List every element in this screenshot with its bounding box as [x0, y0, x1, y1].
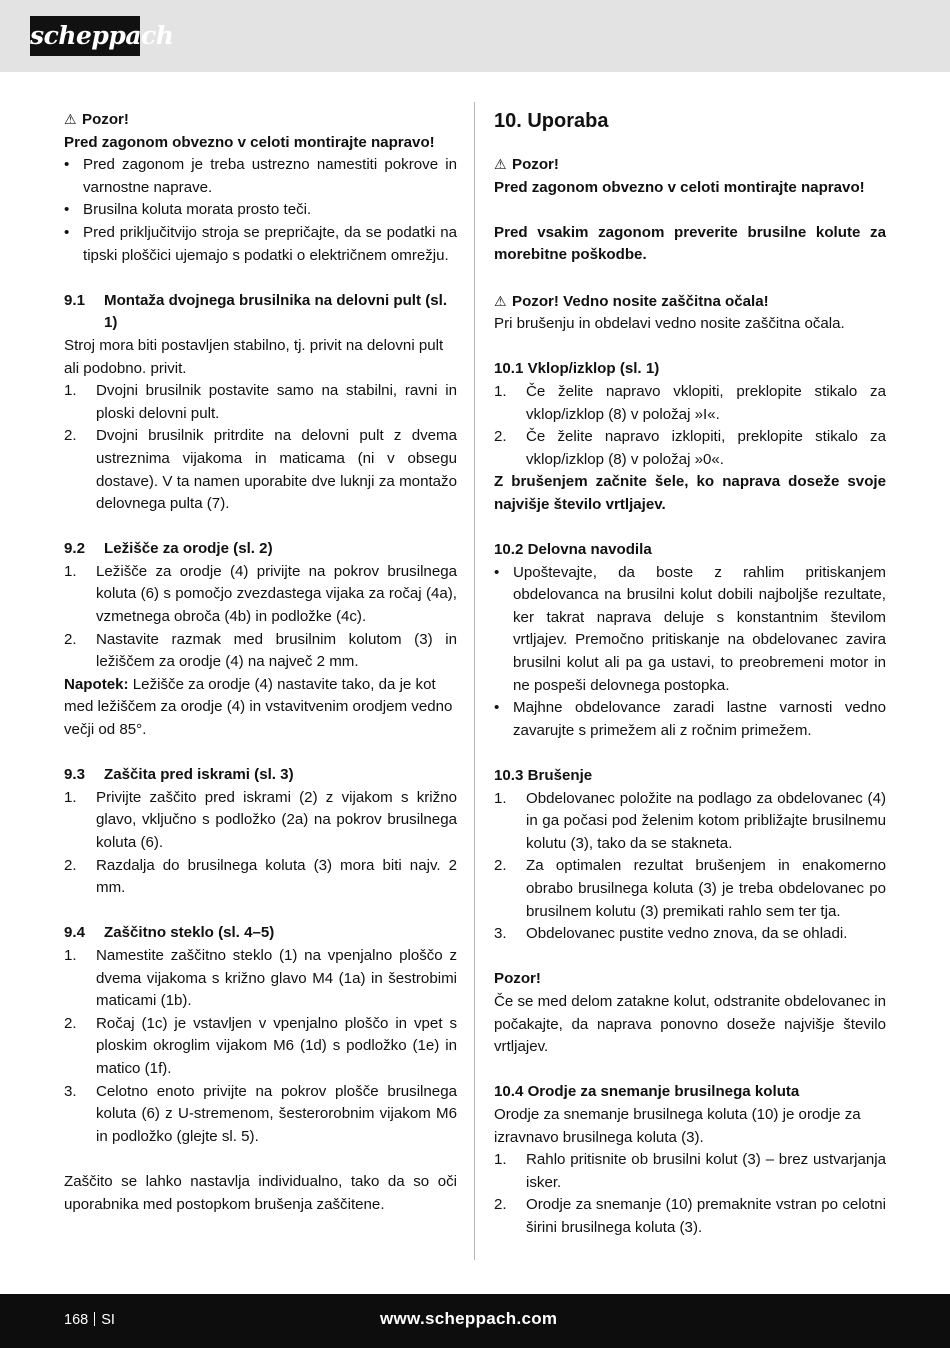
list-item: 1. Če želite napravo vklopiti, preklopite stikalo za vklop/izklop (8) v položaj »I«.	[494, 382, 886, 423]
list-item: 3. Obdelovanec pustite vedno znova, da se ohladi.	[494, 925, 848, 943]
caution-title: Pozor!	[494, 970, 541, 988]
list-item: 1. Dvojni brusilnik postavite samo na stabilni, ravni in ploski delovni pult.	[64, 382, 457, 422]
goggles-text: Pri brušenju in obdelavi vedno nosite zaščitna očala.	[494, 315, 845, 333]
numbered-list	[64, 561, 457, 674]
note-label: Napotek:	[64, 675, 129, 693]
list-item: 2. Orodje za snemanje (10) premaknite vstran po celotni širini brusilnega koluta (3).	[494, 1196, 886, 1236]
list-item: 1. Privijte zaščito pred iskrami (2) z vijakom s križno glavo, vključno s podložko (2a) na pokrov brusilnega koluta (6).	[64, 788, 457, 851]
list-item: 2. Če želite napravo izklopiti, preklopite stikalo za vklop/izklop (8) v položaj »0«.	[494, 428, 886, 468]
numbered-list	[494, 788, 886, 946]
list-item: 1. Rahlo pritisnite ob brusilni kolut (3) – brez ustvarjanja isker.	[494, 1151, 886, 1191]
list-item: 2. Razdalja do brusilnega koluta (3) mora biti najv. 2 mm.	[64, 856, 457, 897]
section-heading-10-3: 10.3 Brušenje	[494, 767, 593, 785]
safety-bullet-list	[64, 154, 457, 267]
list-item: • Pred priključitvijo stroja se prepričajte, da se podatki na tipski ploščici ujemajo s podatki o električnem omrežju.	[64, 223, 457, 264]
warning-title: Pozor!	[82, 111, 129, 128]
list-item: 1. Namestite zaščitno steklo (1) na vpenjalno ploščo z dvema vijakoma s križno glavo M4 (1a) in šestrobimi maticami (1b).	[64, 946, 457, 1010]
scheppach-logo: scheppach	[30, 16, 140, 56]
numbered-list	[64, 380, 457, 516]
warning-text: Pred zagonom obvezno v celoti montirajte napravo!	[494, 178, 865, 196]
numbered-list	[494, 381, 886, 471]
list-item: 2. Nastavite razmak med brusilnim kolutom (3) in ležiščem za orodje (4) na največ 2 mm.	[64, 630, 457, 671]
page-footer	[0, 1294, 950, 1348]
list-item: 2. Ročaj (1c) je vstavljen v vpenjalno ploščo in vpet s ploskim okroglim vijakom M6 (1d) s podložko (1e) in matico (1f).	[64, 1014, 457, 1077]
section-heading-10-2: 10.2 Delovna navodila	[494, 541, 652, 559]
bold-instruction: Z brušenjem začnite šele, ko naprava doseže svoje najvišje število vrtljajev.	[494, 473, 886, 513]
warning-triangle-icon: ⚠	[64, 111, 77, 127]
inspection-text: Pred vsakim zagonom preverite brusilne kolute za morebitne poškodbe.	[494, 223, 886, 264]
list-item: • Upoštevajte, da boste z rahlim pritiskanjem obdelovanca na brusilni kolut dobili najboljše rezultate, ker takrat naprava deluje s konstantnim številom vrtljajev. Premočno pritiskanje na obdelovanec zavira brusilni kolut ali pa ga ustavi, to preobremeni motor in ne pospeši delovnega postopka.	[494, 563, 886, 694]
section-intro: Orodje za snemanje brusilnega koluta (10) je orodje za izravnavo brusilnega koluta (3).	[494, 1105, 861, 1146]
warning-heading	[64, 108, 457, 132]
list-item: 2. Dvojni brusilnik pritrdite na delovni pult z dvema ustreznima vijakoma in maticama (ni v obsegu dostave). V ta namen uporabite dve luknji za montažo delovnega pulta (7).	[64, 427, 457, 513]
warning-triangle-icon: ⚠	[494, 156, 507, 172]
language-code: SI	[101, 1312, 115, 1328]
warning-text: Pred zagonom obvezno v celoti montirajte napravo!	[64, 133, 435, 151]
list-item: 2. Za optimalen rezultat brušenjem in enakomerno obrabo brusilnega koluta (3) je treba obdelovanec po brusilnem kolutu (3) premikati rahlo sem ter tja.	[494, 857, 886, 920]
column-divider	[474, 102, 475, 1260]
website-link[interactable]: www.scheppach.com	[380, 1309, 558, 1328]
section-heading-10-4: 10.4 Orodje za snemanje brusilnega koluta	[494, 1083, 800, 1101]
left-column	[64, 108, 457, 1216]
closing-paragraph: Zaščito se lahko nastavlja individualno, tako da so oči uporabnika med postopkom brušenja zaščitene.	[64, 1172, 457, 1213]
section-heading-9-4: 9.4 Zaščitno steklo (sl. 4–5)	[64, 924, 275, 942]
separator	[94, 1312, 95, 1326]
right-column	[494, 108, 886, 1240]
numbered-list	[64, 787, 457, 900]
warning-title: Pozor!	[512, 156, 559, 173]
caution-text: Če se med delom zatakne kolut, odstranite obdelovanec in počakajte, da naprava ponovno doseže najvišje število vrtljajev.	[494, 992, 886, 1056]
page-header	[0, 0, 950, 72]
list-item: • Brusilna koluta morata prosto teči.	[64, 201, 312, 219]
page-number: 168 SI	[64, 1312, 115, 1328]
note-paragraph	[64, 674, 457, 742]
list-item: 1. Ležišče za orodje (4) privijte na pokrov brusilnega koluta (6) s pomočjo zvezdastega vijaka za ročaj (4a), vzmetnega obroča (4b) in podložke (4c).	[64, 562, 457, 626]
work-instructions-list	[494, 562, 886, 743]
numbered-list	[64, 945, 457, 1148]
chapter-title: 10. Uporaba	[494, 110, 609, 132]
section-heading-9-1: 9.1 Montaža dvojnega brusilnika na delovni pult (sl. 1)	[64, 291, 448, 332]
list-item: 1. Obdelovanec položite na podlago za obdelovanec (4) in ga počasi pod želenim kotom približajte brusilnemu kolutu (3), tako da se stakneta.	[494, 789, 886, 852]
warning-heading	[494, 153, 886, 177]
numbered-list	[494, 1149, 886, 1239]
section-heading-10-1: 10.1 Vklop/izklop (sl. 1)	[494, 360, 660, 378]
list-item: • Pred zagonom je treba ustrezno namestiti pokrove in varnostne naprave.	[64, 156, 457, 196]
section-heading-9-2: 9.2 Ležišče za orodje (sl. 2)	[64, 540, 273, 558]
warning-triangle-icon: ⚠	[494, 292, 507, 309]
list-item: • Majhne obdelovance zaradi lastne varnosti vedno zavarujte s primežem ali z ročnim primežem.	[494, 699, 886, 739]
section-heading-9-3: 9.3 Zaščita pred iskrami (sl. 3)	[64, 766, 294, 784]
list-item: 3. Celotno enoto privijte na pokrov plošče brusilnega koluta (6) z U-stremenom, šesterorobnim vijakom M6 in podložko (glejte sl. 5).	[64, 1082, 457, 1145]
note-text: Ležišče za orodje (4) nastavite tako, da je kot med ležiščem za orodje (4) in vstavitvenim orodjem vedno večji od 85°.	[64, 675, 453, 739]
goggles-warning: ⚠ Pozor! Vedno nosite zaščitna očala!	[494, 290, 886, 314]
section-intro: Stroj mora biti postavljen stabilno, tj. privit na delovni pult ali podobno. privit.	[64, 336, 444, 377]
